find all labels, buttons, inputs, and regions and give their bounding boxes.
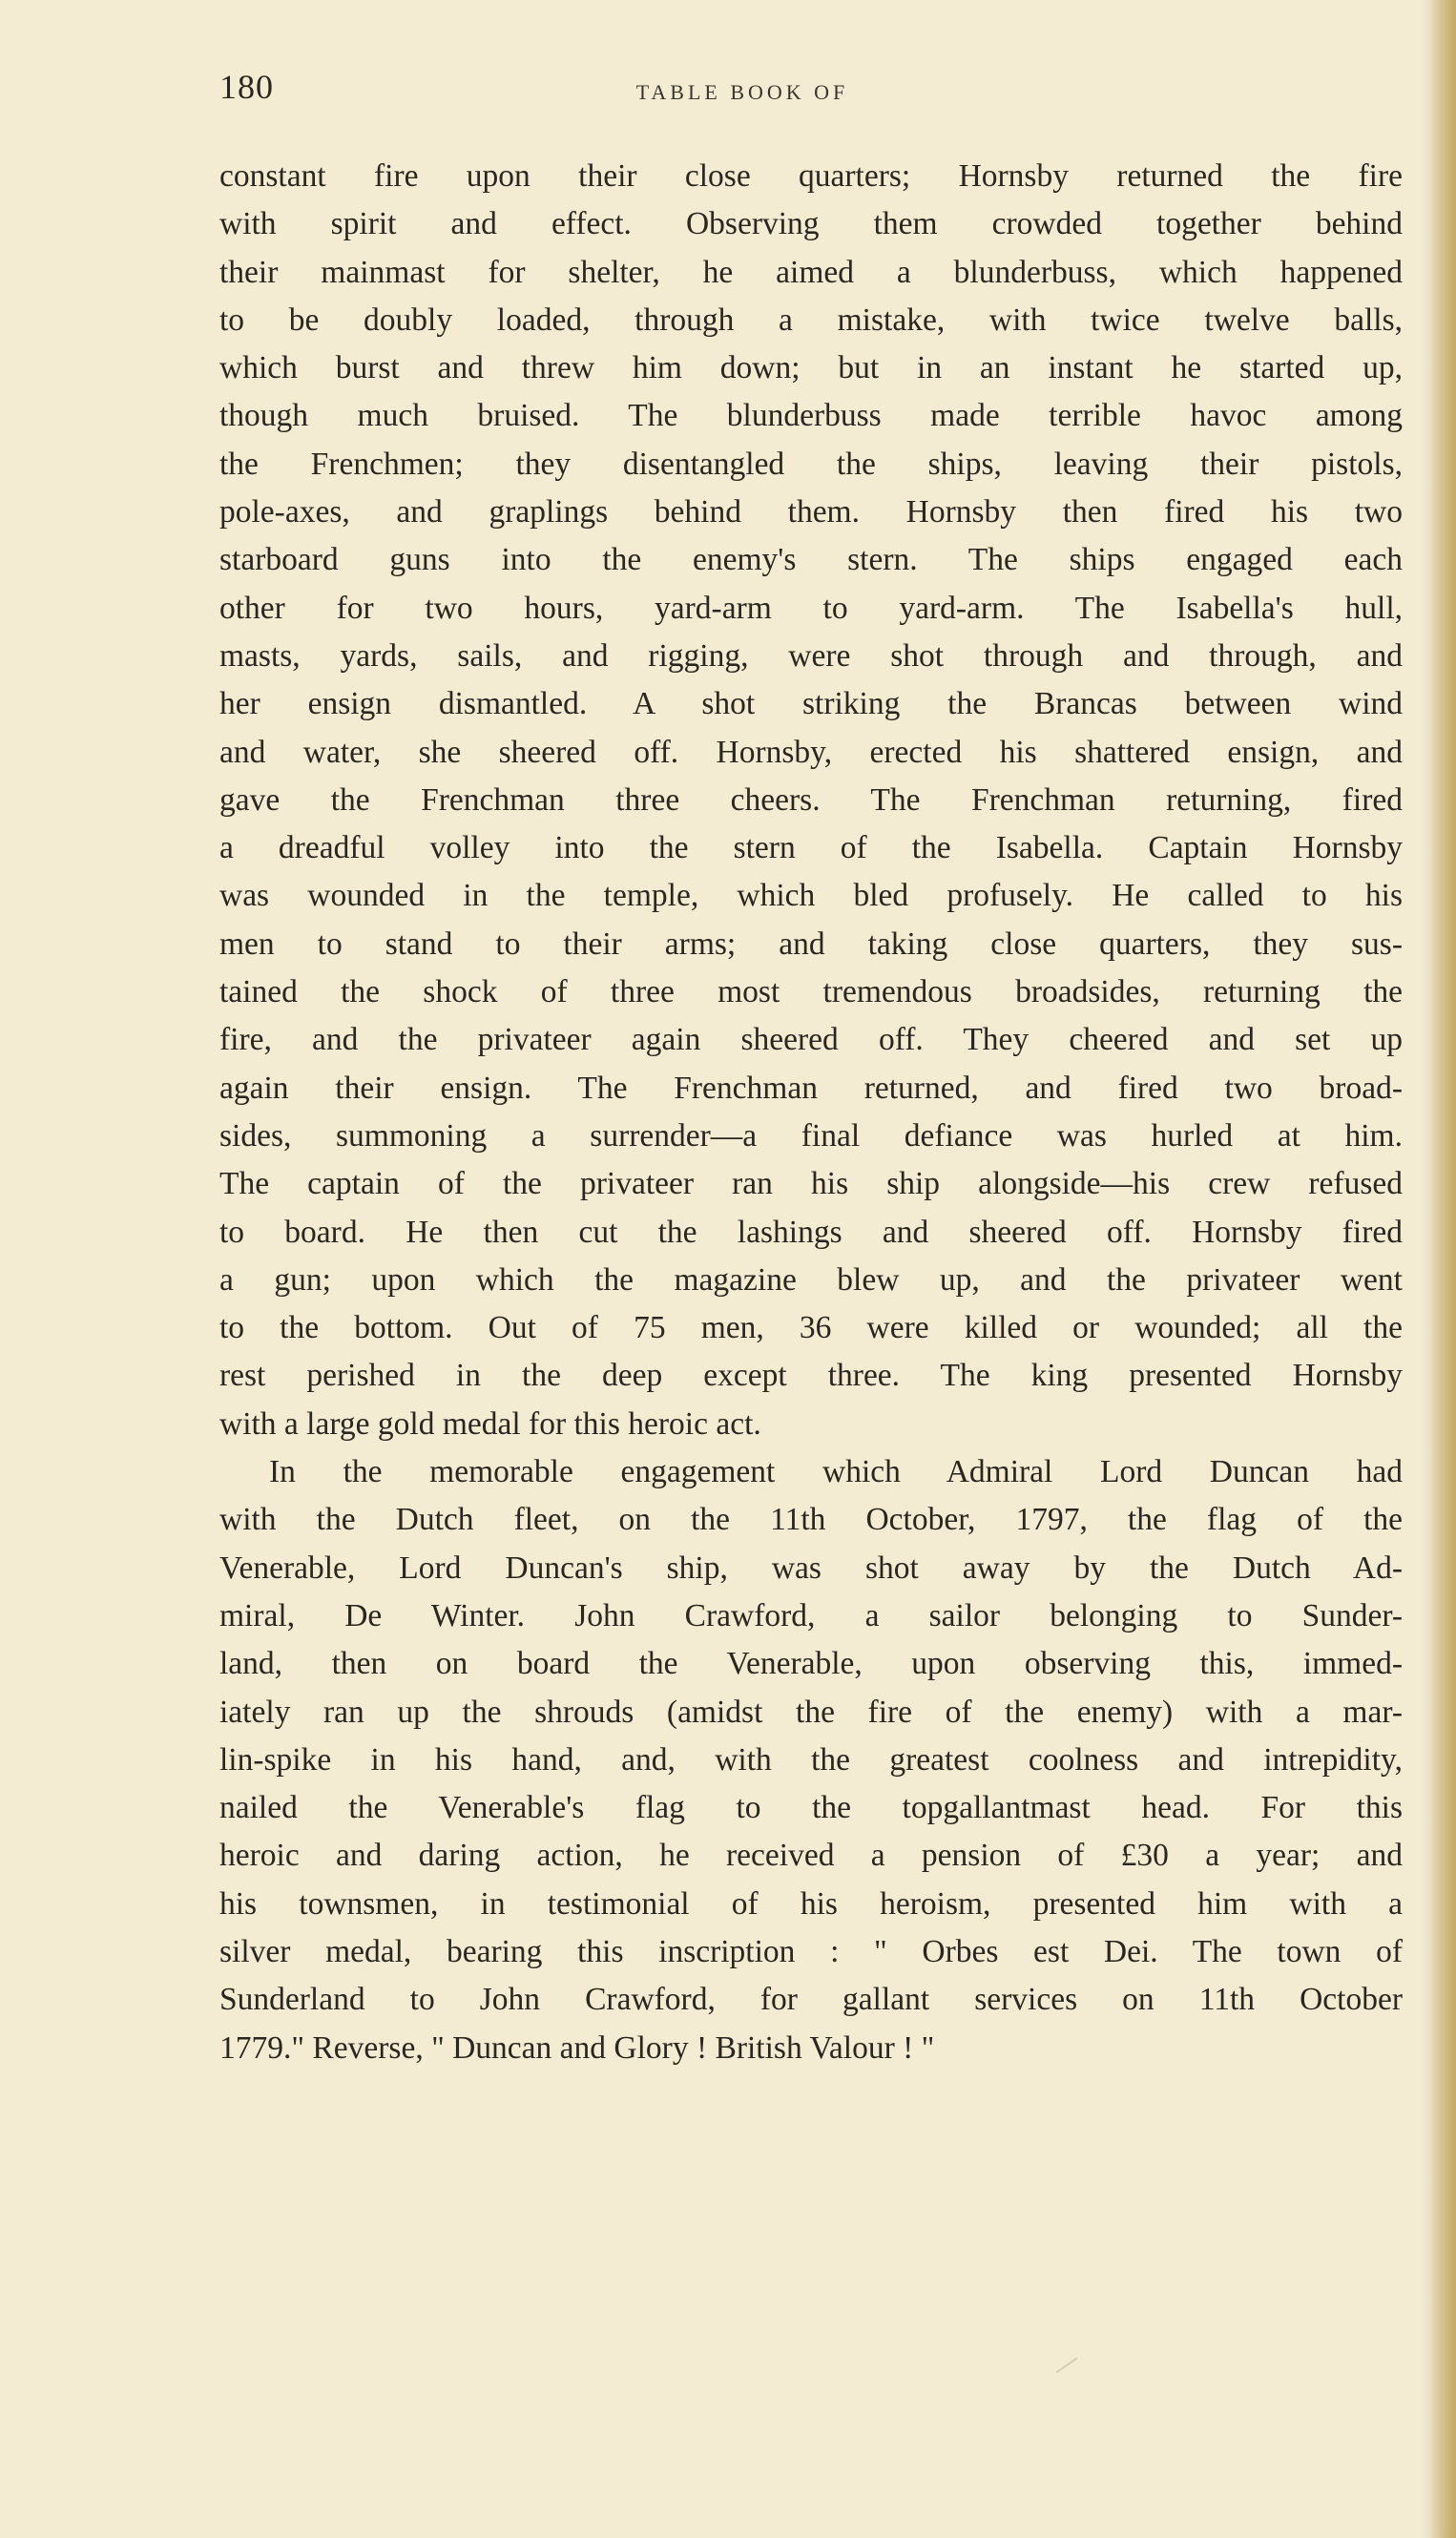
- text-line: miral, De Winter. John Crawford, a sailor belonging to Sunder-: [219, 1597, 1403, 1633]
- text-line: to the bottom. Out of 75 men, 36 were killed or wounded; all the: [219, 1310, 1403, 1346]
- text-line: though much bruised. The blunderbuss made terrible havoc among: [219, 398, 1403, 434]
- page-edge-shadow: [1429, 0, 1456, 2538]
- paragraph: [219, 153, 1403, 1448]
- text-line: and water, she sheered off. Hornsby, erected his shattered ensign, and: [219, 734, 1403, 770]
- text-line: The captain of the privateer ran his ship alongside—his crew refused: [219, 1166, 1403, 1202]
- paper-mark: [1056, 2358, 1077, 2374]
- text-line: with a large gold medal for this heroic act.: [219, 1405, 761, 1442]
- text-line: tained the shock of three most tremendous broadsides, returning the: [219, 974, 1403, 1010]
- text-line: lin-spike in his hand, and, with the greatest coolness and intrepidity,: [219, 1741, 1403, 1778]
- text-line: with spirit and effect. Observing them crowded together behind: [219, 206, 1403, 242]
- text-line: constant fire upon their close quarters; Hornsby returned the fire: [219, 158, 1403, 194]
- text-line: other for two hours, yard-arm to yard-arm. The Isabella's hull,: [219, 590, 1403, 626]
- text-line: rest perished in the deep except three. The king presented Hornsby: [219, 1358, 1403, 1394]
- text-line: again their ensign. The Frenchman returned, and fired two broad-: [219, 1070, 1403, 1106]
- text-line: which burst and threw him down; but in an instant he started up,: [219, 350, 1403, 386]
- page-number: 180: [219, 68, 274, 106]
- text-line: 1779." Reverse, " Duncan and Glory ! British Valour ! ": [219, 2029, 935, 2066]
- text-line: to board. He then cut the lashings and sheered off. Hornsby fired: [219, 1214, 1403, 1250]
- text-line: a dreadful volley into the stern of the Isabella. Captain Hornsby: [219, 830, 1403, 866]
- text-line: pole-axes, and graplings behind them. Hornsby then fired his two: [219, 494, 1403, 530]
- text-line: starboard guns into the enemy's stern. The ships engaged each: [219, 542, 1403, 578]
- text-line: gave the Frenchman three cheers. The Frenchman returning, fired: [219, 781, 1403, 818]
- text-line: with the Dutch fleet, on the 11th October, 1797, the flag of the: [219, 1502, 1403, 1538]
- text-line: nailed the Venerable's flag to the topgallantmast head. For this: [219, 1790, 1403, 1826]
- text-line: In the memorable engagement which Admiral Lord Duncan had: [269, 1454, 1403, 1490]
- text-line: the Frenchmen; they disentangled the ships, leaving their pistols,: [219, 446, 1403, 482]
- text-line: her ensign dismantled. A shot striking the Brancas between wind: [219, 686, 1403, 722]
- text-line: Sunderland to John Crawford, for gallant services on 11th October: [219, 1982, 1403, 2018]
- text-line: was wounded in the temple, which bled profusely. He called to his: [219, 878, 1403, 914]
- text-line: men to stand to their arms; and taking close quarters, they sus-: [219, 926, 1403, 962]
- text-line: to be doubly loaded, through a mistake, with twice twelve balls,: [219, 302, 1403, 338]
- text-line: land, then on board the Venerable, upon observing this, immed-: [219, 1646, 1403, 1682]
- text-line: fire, and the privateer again sheered off. They cheered and set up: [219, 1022, 1403, 1058]
- running-title: TABLE BOOK OF: [635, 80, 849, 104]
- text-line: their mainmast for shelter, he aimed a blunderbuss, which happened: [219, 254, 1403, 290]
- text-line: his townsmen, in testimonial of his heroism, presented him with a: [219, 1885, 1403, 1922]
- text-line: silver medal, bearing this inscription : " Orbes est Dei. The town of: [219, 1933, 1403, 1969]
- body-text: [219, 153, 1403, 2072]
- text-line: iately ran up the shrouds (amidst the fire of the enemy) with a mar-: [219, 1694, 1403, 1730]
- text-line: masts, yards, sails, and rigging, were shot through and through, and: [219, 637, 1403, 674]
- text-line: sides, summoning a surrender—a final defiance was hurled at him.: [219, 1117, 1403, 1154]
- text-line: a gun; upon which the magazine blew up, and the privateer went: [219, 1261, 1403, 1298]
- paragraph: [219, 1448, 1403, 2072]
- text-line: heroic and daring action, he received a pension of £30 a year; and: [219, 1838, 1403, 1874]
- text-line: Venerable, Lord Duncan's ship, was shot away by the Dutch Ad-: [219, 1550, 1403, 1586]
